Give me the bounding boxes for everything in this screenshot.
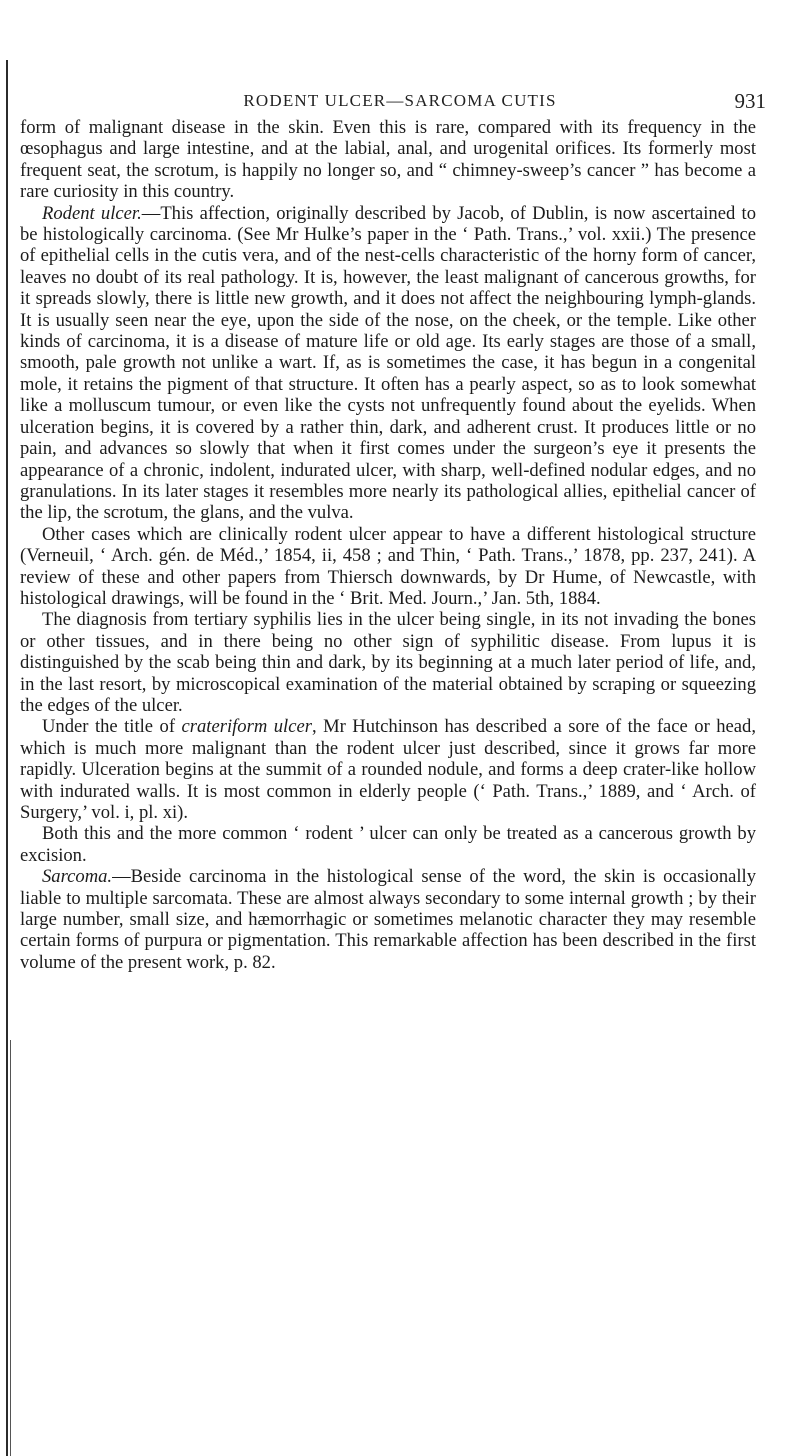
paragraph (20, 609, 756, 716)
body-text (20, 117, 756, 973)
italic-run: Sarcoma. (42, 866, 113, 888)
text-run: —Beside carcinoma in the histological sense of the word, the skin is occasionally liable to multiple sarcomata. These are almost always secondary to some internal growth ; by their large number, small size, and hæmorrhagic or sometimes melanotic character they may resemble certain forms of purpura or pigmentation. This remarkable affection has been described in the first volume of the present work, p. 82. (20, 866, 756, 973)
text-run: , Mr Hutchinson has described a sore of the face or head, which is much more malignant than the rodent ulcer just described, since it grows far more rapidly. Ulceration begins at the summit of a rounded nodule, and forms a deep crater-like hollow with indurated walls. It is most common in elderly people (‘ Path. Trans.,’ 1889, and ‘ Arch. of Surgery,’ vol. i, pl. xi). (20, 716, 756, 823)
page-edge-shadow (6, 60, 8, 1456)
text-run: Other cases which are clinically rodent ulcer appear to have a different histological structure (Verneuil, ‘ Arch. gén. de Méd.,’ 1854, ii, 458 ; and Thin, ‘ Path. Trans.,’ 1878, pp. 237, 241). A review of these and other papers from Thiersch downwards, by Dr Hume, of Newcastle, with histological drawings, will be found in the ‘ Brit. Med. Journ.,’ Jan. 5th, 1884. (20, 523, 756, 609)
italic-run: crateriform ulcer (181, 716, 312, 738)
paragraph (20, 203, 756, 524)
running-head: RODENT ULCER—SARCOMA CUTIS (243, 91, 557, 110)
page-edge-shadow-inner (10, 1040, 11, 1456)
text-run: —This affection, originally described by Jacob, of Dublin, is now ascertained to be histologically carcinoma. (See Mr Hulke’s paper in the ‘ Path. Trans.,’ vol. xxii.) The presence of epithelial cells in the cutis vera, and of the nest-cells characteristic of the horny form of cancer, leaves no doubt of its real pathology. It is, however, the least malignant of cancerous growths, for it spreads slowly, there is little new growth, and it does not affect the neighbouring lymph-glands. It is usually seen near the eye, upon the side of the nose, on the cheek, or the temple. Like other kinds of carcinoma, it is a disease of mature life or old age. Its early stages are those of a small, smooth, pale growth not unlike a wart. If, as is sometimes the case, it has begun in a congenital mole, it retains the pigment of that structure. It often has a pearly aspect, so as to look somewhat like a molluscum tumour, or even like the cysts not unfrequently found about the eyelids. When ulceration begins, it is covered by a rather thin, dark, and adherent crust. It produces little or no pain, and advances so slowly that when it first comes under the surgeon’s eye it presents the appearance of a chronic, indolent, indurated ulcer, with sharp, well-defined nodular edges, and no granulations. In its later stages it resembles more nearly its pathological allies, epithelial cancer of the lip, the scrotum, the glans, and the vulva. (20, 202, 756, 524)
text-run: The diagnosis from tertiary syphilis lies in the ulcer being single, in its not invading the bones or other tissues, and in there being no other sign of syphilitic disease. From lupus it is distinguished by the scab being thin and dark, by its beginning at a much later period of life, and, in the last resort, by microscopical examination of the material obtained by scraping or squeezing the edges of the ulcer. (20, 609, 756, 716)
paragraph (20, 823, 756, 866)
paragraph (20, 117, 756, 203)
text-run: form of malignant disease in the skin. Even this is rare, compared with its frequency in the œsophagus and large intestine, and at the labial, anal, and urogenital orifices. Its formerly most frequent seat, the scrotum, is happily no longer so, and “ chimney-sweep’s cancer ” has become a rare curiosity in this country. (20, 117, 756, 203)
paragraph (20, 716, 756, 823)
paragraph (20, 866, 756, 973)
text-run: Both this and the more common ‘ rodent ’ ulcer can only be treated as a cancerous growth by excision. (20, 823, 756, 866)
paragraph (20, 524, 756, 610)
page-number: 931 (734, 89, 766, 113)
italic-run: Rodent ulcer. (42, 202, 142, 224)
page-header (0, 91, 800, 113)
text-run: Under the title of (42, 716, 182, 738)
